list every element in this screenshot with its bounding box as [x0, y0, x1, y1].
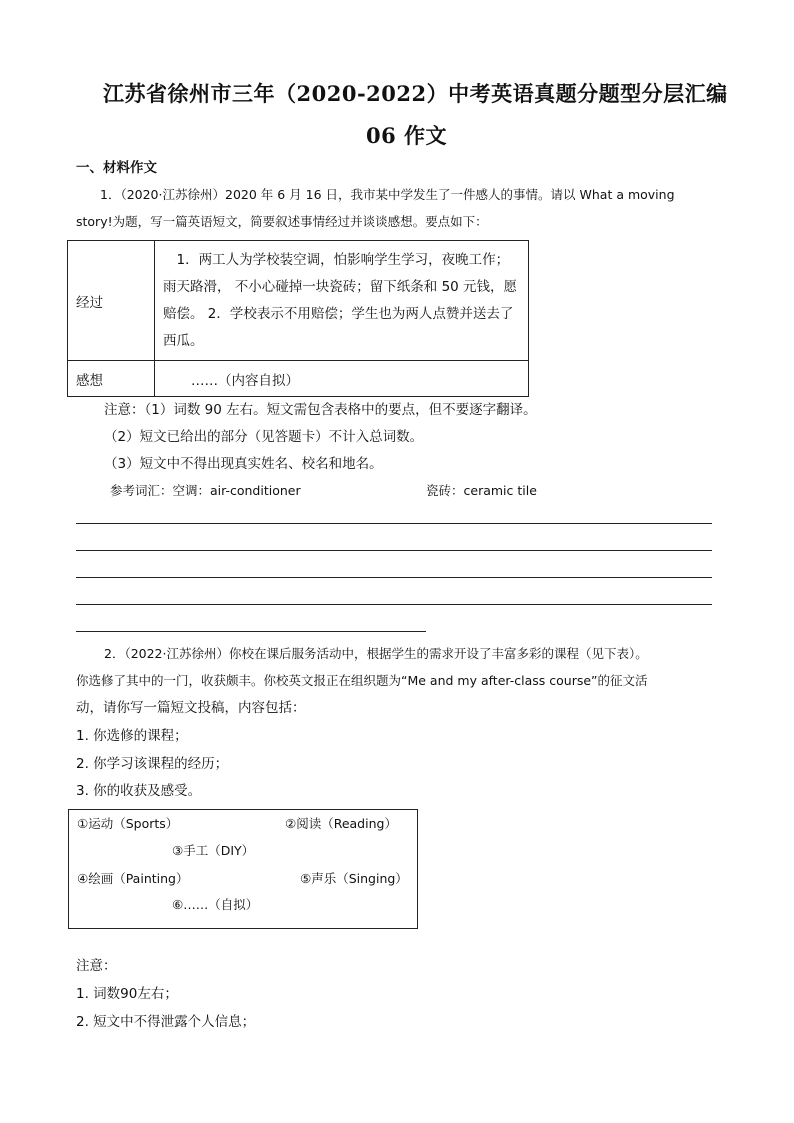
- process-line: 西瓜。: [163, 332, 204, 349]
- q2-point: 2. 你学习该课程的经历；: [76, 756, 229, 772]
- q2-note: 1. 词数90左右；: [76, 986, 178, 1002]
- answer-line[interactable]: [76, 577, 712, 578]
- q1-note: （2）短文已给出的部分（见答题卡）不计入总词数。: [104, 429, 424, 445]
- course-singing: ⑤声乐（Singing）: [300, 871, 408, 886]
- course-reading: ②阅读（Reading）: [285, 816, 397, 831]
- q1-vocab-1: 参考词汇：空调：air-conditioner: [110, 483, 301, 498]
- section-heading: 一、材料作文: [76, 160, 157, 176]
- page-subtitle: 06 作文: [366, 123, 448, 148]
- page-title: 江苏省徐州市三年（2020-2022）中考英语真题分题型分层汇编: [103, 81, 728, 106]
- row-label-process: 经过: [68, 241, 155, 361]
- course-painting: ④绘画（Painting）: [77, 871, 189, 886]
- process-line: 雨天路滑， 不小心碰掉一块瓷砖；留下纸条和 50 元钱，愿: [163, 278, 518, 295]
- row-label-feeling: 感想: [68, 361, 155, 397]
- q2-prompt-line: 你选修了其中的一门，收获颇丰。你校英文报正在组织题为“Me and my after-class course”的征文活: [76, 673, 648, 688]
- q2-note: 2. 短文中不得泄露个人信息；: [76, 1014, 256, 1030]
- course-sports: ①运动（Sports）: [77, 816, 179, 831]
- q1-vocab-2: 瓷砖：ceramic tile: [426, 483, 537, 498]
- q1-note: 注意：（1）词数 90 左右。短文需包含表格中的要点，但不要逐字翻译。: [104, 402, 537, 418]
- process-line: 1．两工人为学校装空调，怕影响学生学习，夜晚工作；: [163, 251, 510, 268]
- course-custom: ⑥……（自拟）: [172, 897, 259, 912]
- q1-prompt-line1: 1．（2020·江苏徐州）2020 年 6 月 16 日，我市某中学发生了一件感人的事情。请以 What a moving: [100, 187, 675, 202]
- q2-point: 1. 你选修的课程；: [76, 728, 188, 744]
- answer-line[interactable]: [76, 604, 712, 605]
- row-content-feeling: ……（内容自拟）: [155, 361, 529, 397]
- q2-point: 3. 你的收获及感受。: [76, 783, 202, 799]
- course-diy: ③手工（DIY）: [172, 843, 255, 858]
- q1-prompt-line2: story!为题，写一篇英语短文，简要叙述事情经过并谈谈感想。要点如下：: [76, 214, 488, 229]
- q2-prompt-line: 动，请你写一篇短文投稿，内容包括：: [76, 700, 306, 716]
- process-line: 赔偿。 2．学校表示不用赔偿；学生也为两人点赞并送去了: [163, 305, 514, 322]
- q2-notes-heading: 注意：: [76, 958, 117, 974]
- row-content-process: [155, 241, 529, 361]
- answer-line[interactable]: [76, 523, 712, 524]
- q1-note: （3）短文中不得出现真实姓名、校名和地名。: [104, 456, 383, 472]
- q1-table: [67, 240, 529, 397]
- answer-line[interactable]: [76, 550, 712, 551]
- q2-prompt-line: 2．（2022·江苏徐州）你校在课后服务活动中，根据学生的需求开设了丰富多彩的课程（见下表）。: [104, 646, 648, 661]
- answer-line[interactable]: [76, 631, 426, 632]
